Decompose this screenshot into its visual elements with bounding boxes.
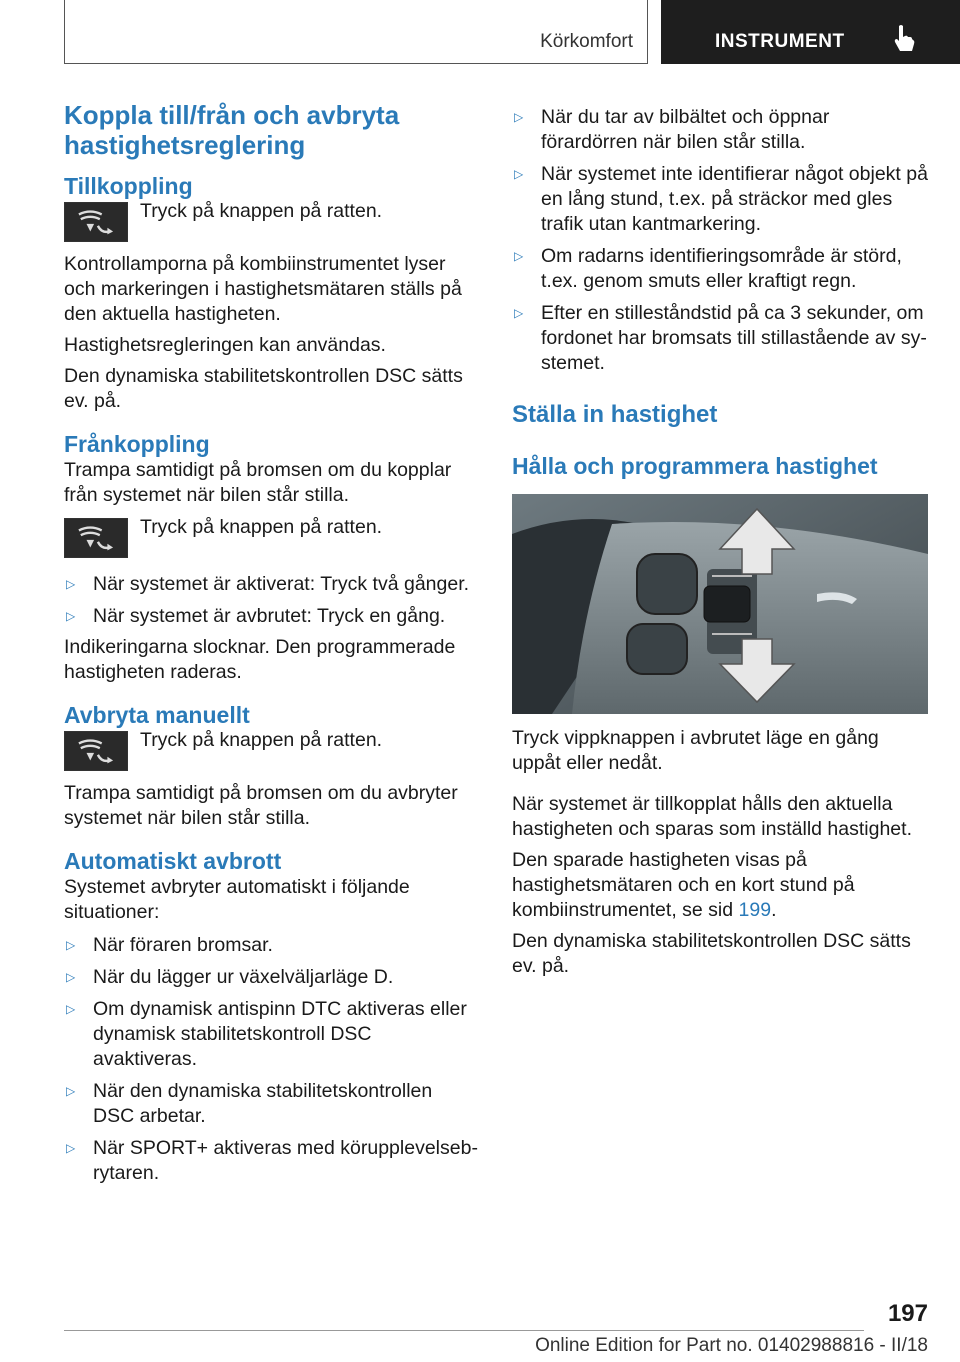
paragraph: Den sparade hastigheten visas på hastighetsmätaren och en kort stund på kombiinstrumentet, se sid 199.	[512, 849, 855, 921]
section-tab	[661, 0, 960, 64]
button-instruction	[64, 518, 478, 558]
subheading-halla-programmera: Hålla och programmera hastighet	[512, 453, 878, 479]
list-item: ▷ Efter en stilleståndstid på ca 3 sekunder, om fordonet har bromsats till stillastående av systemet.	[514, 302, 927, 374]
cruise-control-button-icon	[64, 518, 128, 558]
left-column	[64, 100, 478, 1186]
paragraph: Hastighetsregleringen kan användas.	[64, 334, 386, 356]
footer-edition: Online Edition for Part no. 01402988816 - II/18	[535, 1335, 928, 1356]
paragraph: Tryck vippknappen i avbrutet läge en gång uppåt eller nedåt.	[512, 727, 879, 774]
list-item: ▷ När föraren bromsar.	[66, 934, 273, 956]
bullet-triangle-icon: ▷	[66, 1002, 76, 1016]
bullet-triangle-icon: ▷	[66, 1141, 76, 1155]
chapter-tab	[64, 0, 648, 64]
instruction-text: Tryck på knappen på ratten.	[140, 729, 383, 751]
pointing-hand-icon	[893, 24, 915, 54]
list-item: ▷ Om dynamisk antispinn DTC aktiveras eller dynamisk stabilitetskontroll DSC avaktiveras.	[66, 998, 467, 1070]
list-item: ▷ När den dynamiska stabilitetskontrollen DSC arbetar.	[66, 1080, 433, 1127]
paragraph: Den dynamiska stabilitetskontrollen DSC sätts ev. på.	[512, 930, 911, 977]
footer-divider	[64, 1330, 864, 1331]
paragraph: När systemet är tillkopplat hålls den aktuella hastigheten och sparas som inställd hastighet.	[512, 793, 912, 840]
bullet-list	[512, 105, 930, 376]
right-column	[512, 105, 930, 979]
list-item: ▷ När du tar av bilbältet och öppnar förardörren när bilen står stilla.	[514, 106, 830, 153]
paragraph: Den dynamiska stabilitetskontrollen DSC sätts ev. på.	[64, 365, 463, 412]
list-item: ▷ När systemet är aktiverat: Tryck två gånger.	[66, 573, 470, 595]
bullet-triangle-icon: ▷	[66, 609, 76, 623]
paragraph: Trampa samtidigt på bromsen om du avbryter systemet när bilen står stilla.	[64, 782, 458, 829]
bullet-triangle-icon: ▷	[514, 249, 524, 263]
bullet-triangle-icon: ▷	[514, 110, 524, 124]
bullet-triangle-icon: ▷	[66, 970, 76, 984]
page-number: 197	[887, 1300, 928, 1327]
chapter-title: Körkomfort	[540, 31, 633, 52]
paragraph: Systemet avbryter automatiskt i följande situationer:	[64, 876, 410, 923]
list-item: ▷ När SPORT+ aktiveras med körupplevelsebrytaren.	[66, 1137, 478, 1184]
list-item: ▷ När systemet inte identifierar något objekt på en lång stund, t.ex. på sträckor med gles trafik utan kantmarkering.	[514, 163, 928, 235]
list-item: ▷ När systemet är avbrutet: Tryck en gång.	[66, 605, 446, 627]
button-instruction	[64, 731, 478, 771]
paragraph: Trampa samtidigt på bromsen om du kopplar från systemet när bilen står stilla.	[64, 459, 452, 506]
steering-wheel-rocker-image	[512, 494, 928, 714]
section-heading: Ställa in hastighet	[512, 401, 718, 428]
paragraph: Kontrollamporna på kombiinstrumentet lyser och markeringen i hastighetsmätaren ställs på den aktuella hastigheten.	[64, 253, 462, 325]
bullet-triangle-icon: ▷	[514, 167, 524, 181]
paragraph: Indikeringarna slocknar. Den programmerade hastigheten raderas.	[64, 636, 456, 683]
list-item: ▷ När du lägger ur växelväljarläge D.	[66, 966, 394, 988]
list-item: ▷ Om radarns identifieringsområde är störd, t.ex. genom smuts eller kraftigt regn.	[514, 245, 902, 292]
cruise-control-button-icon	[64, 731, 128, 771]
bullet-list	[64, 572, 478, 629]
button-instruction	[64, 202, 478, 242]
subheading-automatiskt-avbrott: Automatiskt avbrott	[64, 848, 282, 874]
bullet-triangle-icon: ▷	[66, 577, 76, 591]
subheading-avbryta-manuellt: Avbryta manuellt	[64, 702, 250, 728]
bullet-triangle-icon: ▷	[66, 1084, 76, 1098]
subheading-frankoppling: Frånkoppling	[64, 431, 210, 457]
cruise-control-button-icon	[64, 202, 128, 242]
instruction-text: Tryck på knappen på ratten.	[140, 200, 383, 222]
bullet-triangle-icon: ▷	[514, 306, 524, 320]
bullet-list	[64, 933, 478, 1186]
section-title: INSTRUMENT	[715, 31, 845, 52]
page-reference-link[interactable]: 199	[738, 899, 772, 921]
section-heading: Koppla till/från och avbryta hastighetsreglering	[64, 100, 400, 160]
bullet-triangle-icon: ▷	[66, 938, 76, 952]
instruction-text: Tryck på knappen på ratten.	[140, 516, 383, 538]
subheading-tillkoppling: Tillkoppling	[64, 173, 193, 199]
